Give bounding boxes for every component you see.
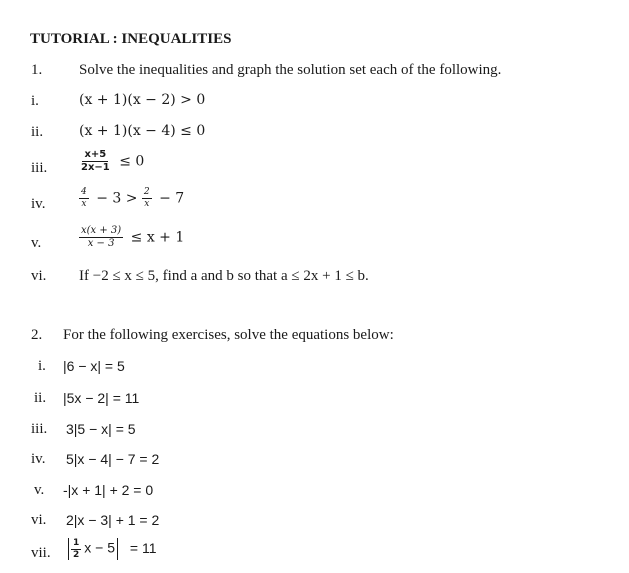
fraction-numerator: 2 <box>143 187 150 197</box>
s1-item-expression <box>79 188 184 209</box>
s1-item-label: ii. <box>31 124 44 140</box>
s2-item-expression <box>66 538 157 560</box>
s1-item-label: i. <box>31 93 39 109</box>
s2-item-label: vii. <box>31 545 51 561</box>
s1-item-expression <box>79 150 144 173</box>
abs-bar-right <box>117 538 118 560</box>
s1-item-expression: If −2 ≤ x ≤ 5, find a and b so that a ≤ 2x + 1 ≤ b. <box>79 268 369 284</box>
s1-item-label: v. <box>31 235 42 251</box>
s2-item-expression: 3|5 − x| = 5 <box>66 421 136 437</box>
s1-item-label: iv. <box>31 196 46 212</box>
expression-tail: ≤ x + 1 <box>130 229 185 246</box>
s1-item-label: iii. <box>31 160 48 176</box>
s1-item-expression: (x + 1)(x − 2) > 0 <box>79 92 206 108</box>
s2-item-label: iii. <box>31 421 48 437</box>
s2-item-label: v. <box>34 482 45 498</box>
expression-tail: = 11 <box>129 539 157 556</box>
section-2-number: 2. <box>31 327 43 343</box>
fraction-numerator: x+5 <box>84 149 107 160</box>
s1-item-expression: (x + 1)(x − 4) ≤ 0 <box>79 123 206 139</box>
expression-tail: − 7 <box>159 190 185 207</box>
fraction <box>79 188 89 209</box>
s1-item-label: vi. <box>31 268 47 284</box>
s2-item-expression: 2|x − 3| + 1 = 2 <box>66 512 160 528</box>
expression-tail: ≤ 0 <box>119 153 145 170</box>
s2-item-label: iv. <box>31 451 46 467</box>
s2-item-expression: |6 − x| = 5 <box>63 358 125 374</box>
fraction <box>71 539 81 560</box>
s1-item-expression <box>79 226 184 249</box>
fraction-numerator: 1 <box>73 537 80 548</box>
page-title: TUTORIAL : INEQUALITIES <box>30 31 232 47</box>
section-1-number: 1. <box>31 62 43 78</box>
expression-middle: − 3 > <box>96 190 138 207</box>
fraction-denominator: 2 <box>73 549 80 560</box>
abs-bar-left <box>68 538 69 560</box>
fraction-numerator: 4 <box>81 187 87 197</box>
s2-item-expression: 5|x − 4| − 7 = 2 <box>66 451 160 467</box>
s2-item-label: i. <box>38 358 46 374</box>
s2-item-expression: -|x + 1| + 2 = 0 <box>63 482 154 498</box>
section-1-instruction: Solve the inequalities and graph the solution set each of the following. <box>79 62 502 78</box>
fraction-denominator: x <box>81 199 87 209</box>
fraction-denominator: x <box>144 199 150 209</box>
fraction <box>79 226 123 249</box>
fraction-numerator: x(x + 3) <box>81 225 122 236</box>
s2-item-label: ii. <box>34 390 47 406</box>
fraction <box>142 188 152 209</box>
fraction-denominator: x − 3 <box>87 238 115 249</box>
s2-item-label: vi. <box>31 512 47 528</box>
section-2-instruction: For the following exercises, solve the equations below: <box>63 327 394 343</box>
fraction <box>79 150 112 173</box>
s2-item-expression: |5x − 2| = 11 <box>63 390 140 406</box>
expression-middle: x − 5 <box>84 539 116 556</box>
fraction-denominator: 2x−1 <box>81 162 110 173</box>
